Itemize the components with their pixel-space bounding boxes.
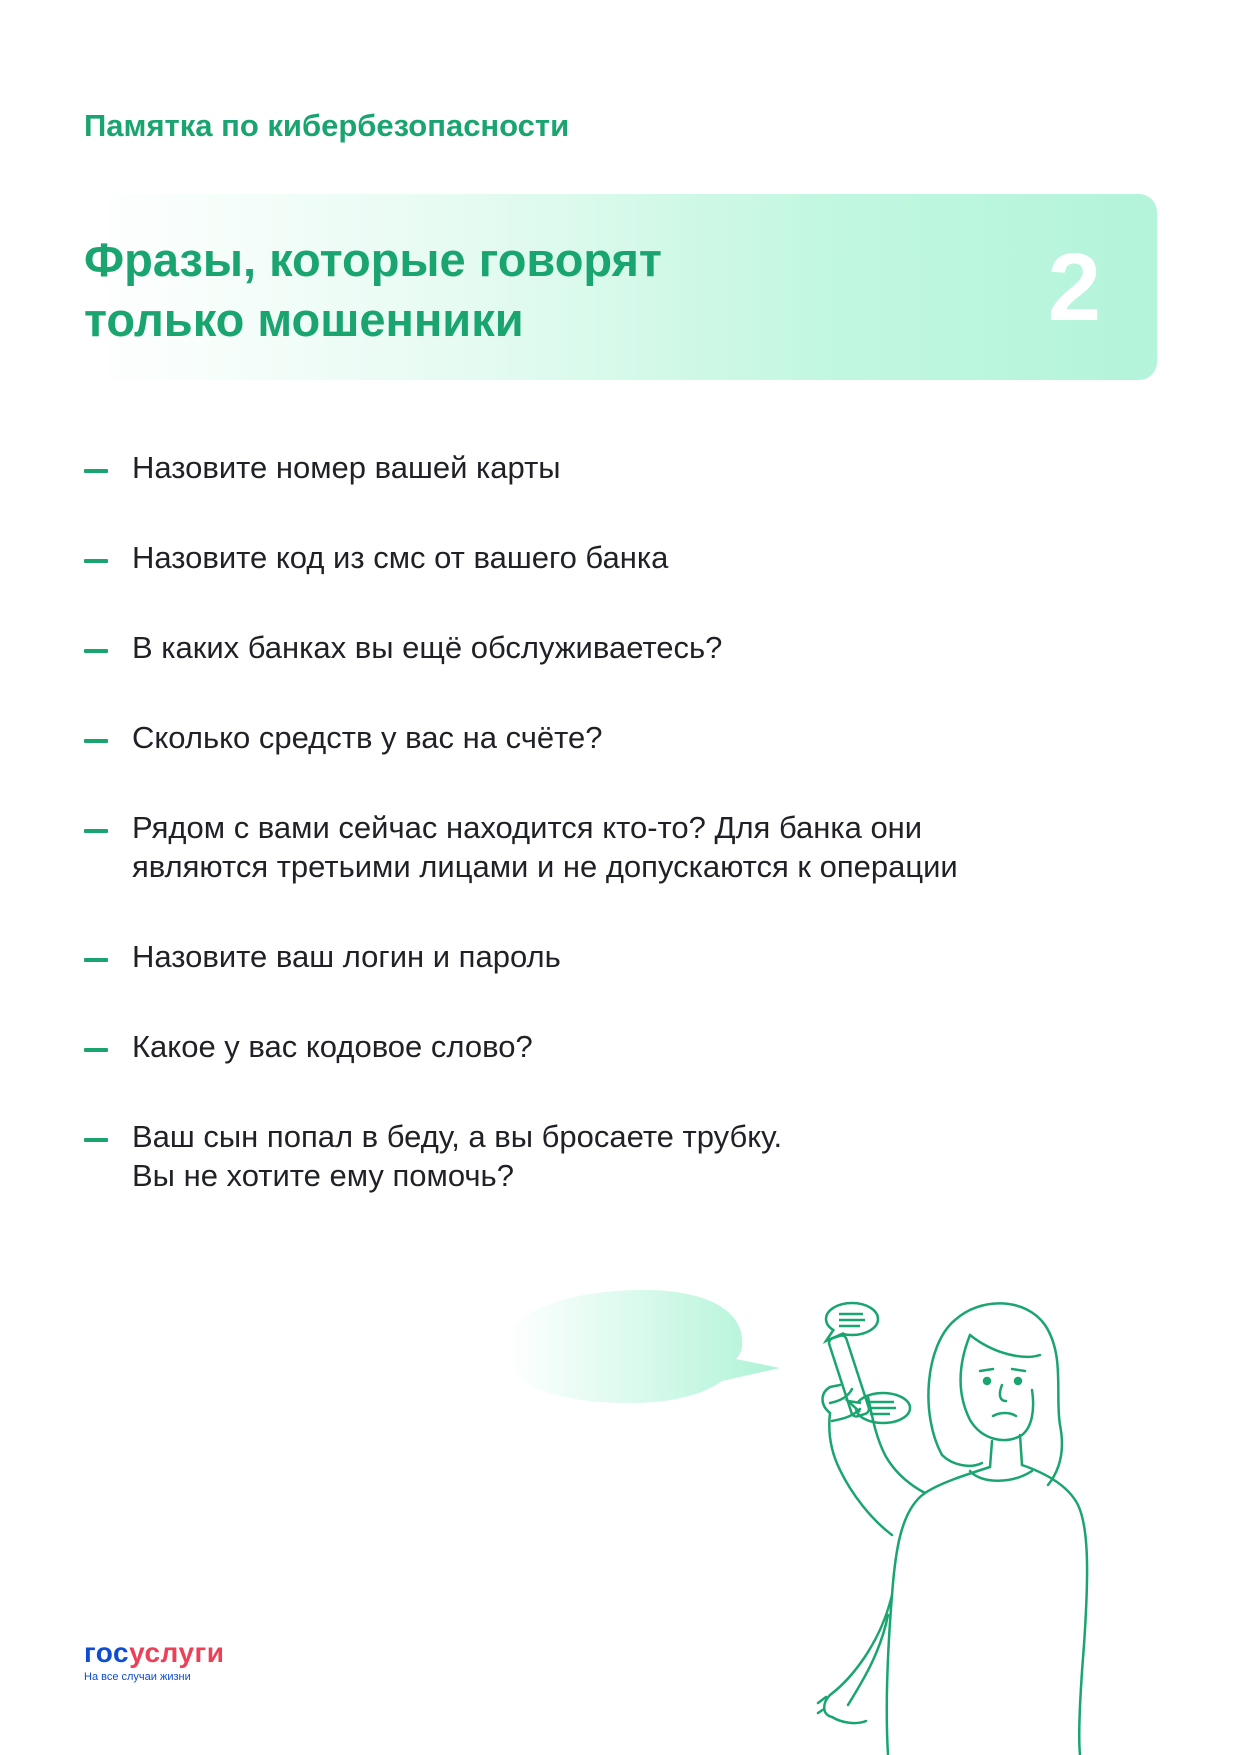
page-title <box>84 230 784 350</box>
list-item-line: Назовите код из смс от вашего банка <box>132 540 669 575</box>
logo-wordmark <box>84 1638 224 1668</box>
dash-bullet-icon <box>84 649 108 653</box>
logo-part-gos: гос <box>84 1637 130 1668</box>
list-item-line: Назовите номер вашей карты <box>132 450 561 485</box>
list-item-line: В каких банках вы ещё обслуживаетесь? <box>132 630 723 665</box>
list-item-text <box>132 1117 1082 1195</box>
speech-bubble-icon <box>506 1290 780 1403</box>
page-subtitle: Памятка по кибербезопасности <box>84 108 570 143</box>
list-item-line: Вы не хотите ему помочь? <box>132 1158 514 1193</box>
list-item-text <box>132 718 1082 757</box>
list-item-line: Назовите ваш логин и пароль <box>132 939 561 974</box>
woman-with-phone-illustration <box>500 1285 1120 1755</box>
gosuslugi-logo <box>84 1638 224 1683</box>
page-title-line2: только мошенники <box>84 293 524 346</box>
logo-tagline: На все случаи жизни <box>84 1671 191 1683</box>
dash-bullet-icon <box>84 958 108 962</box>
logo-part-uslugi: услуги <box>129 1637 225 1668</box>
dash-bullet-icon <box>84 559 108 563</box>
list-item-line: Ваш сын попал в беду, а вы бросаете трубку. <box>132 1119 783 1154</box>
section-number: 2 <box>1047 234 1101 341</box>
list-item-text <box>132 628 1082 667</box>
chat-bubble-icon <box>848 1393 910 1423</box>
list-item-line: Рядом с вами сейчас находится кто-то? Для банка они <box>132 810 923 845</box>
list-item-line: Какое у вас кодовое слово? <box>132 1029 533 1064</box>
dash-bullet-icon <box>84 1048 108 1052</box>
list-item-text <box>132 448 1082 487</box>
list-item-text <box>132 538 1082 577</box>
list-item-text <box>132 1027 1082 1066</box>
list-item-text <box>132 808 1082 886</box>
list-item-line: являются третьими лицами и не допускаются к операции <box>132 849 958 884</box>
dash-bullet-icon <box>84 1138 108 1142</box>
list-item-text <box>132 937 1082 976</box>
list-item-line: Сколько средств у вас на счёте? <box>132 720 603 755</box>
chat-bubble-icon <box>826 1303 878 1341</box>
title-banner <box>84 194 1157 380</box>
dash-bullet-icon <box>84 739 108 743</box>
dash-bullet-icon <box>84 469 108 473</box>
dash-bullet-icon <box>84 829 108 833</box>
page-title-line1: Фразы, которые говорят <box>84 233 662 286</box>
